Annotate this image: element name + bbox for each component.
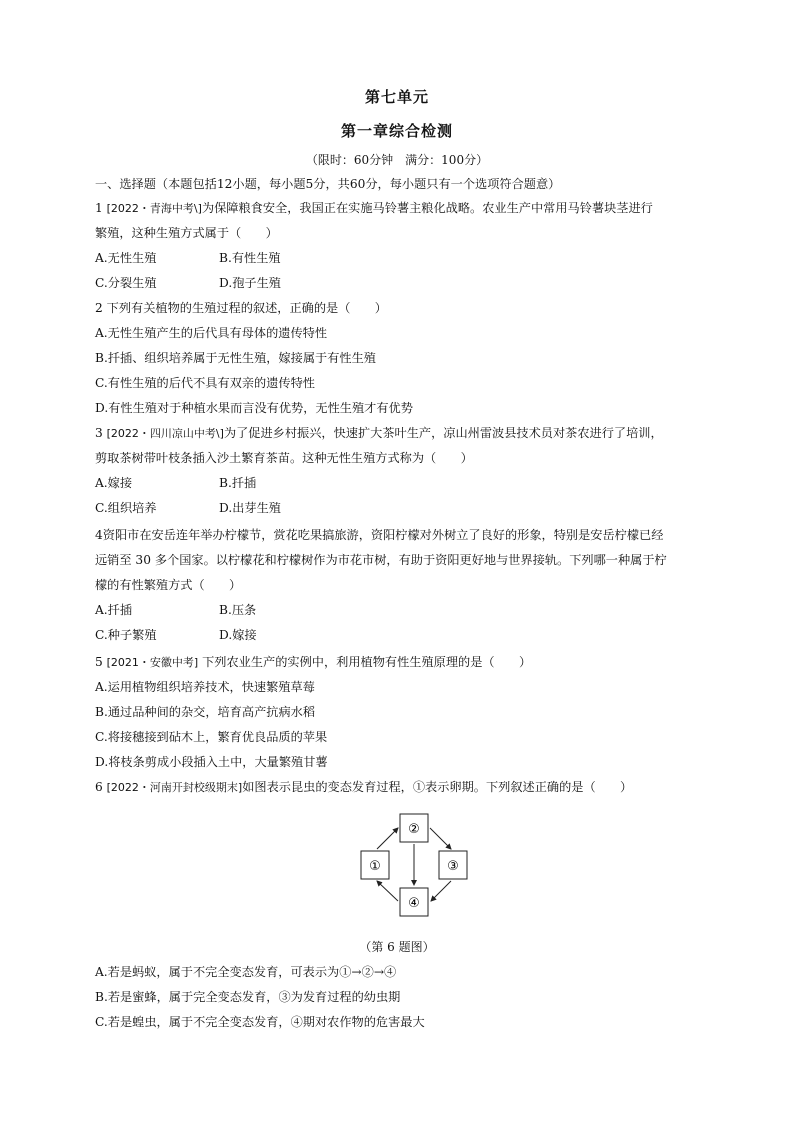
question-text-line: 为了促进乡村振兴，快速扩大茶叶生产，凉山州雷波县技术员对茶农进行了培训， [223,426,663,440]
option-b: B.扦插 [219,476,257,490]
unit-title: 第七单元 [364,88,429,106]
question-6-options [95,960,705,1035]
question-text-line: 下列农业生产的实例中，利用植物有性生殖原理的是（ ） [202,655,532,669]
option-a: A.运用植物组织培养技术，快速繁殖草莓 [95,680,315,694]
option-a: A.嫁接 [95,476,133,490]
stage-label-3: ③ [447,859,459,874]
exam-meta: （限时：60分钟 满分：100分） [305,153,489,167]
option-a: A.无性生殖产生的后代具有母体的遗传特性 [95,326,328,340]
question-1 [95,196,705,296]
chapter-title: 第一章综合检测 [340,122,453,140]
arrow-2-to-3 [430,828,451,849]
option-d: D.将枝条剪成小段插入土中，大量繁殖甘薯 [95,755,328,769]
option-b: B.扦插、组织培养属于无性生殖，嫁接属于有性生殖 [95,351,376,365]
section-heading: 一、选择题（本题包括12小题，每小题5分，共60分，每小题只有一个选项符合题意） [95,177,561,191]
question-text-line: 下列有关植物的生殖过程的叙述，正确的是（ ） [106,301,387,315]
question-number: 5 [95,655,103,669]
figure-caption: （第 6 题图） [359,940,435,954]
option-d: D.嫁接 [219,628,257,642]
option-c: C.若是蝗虫，属于不完全变态发育，④期对农作物的危害最大 [95,1015,425,1029]
question-text-line: 如图表示昆虫的变态发育过程，①表示卵期。下列叙述正确的是（ ） [242,780,633,794]
question-source: [2022・四川凉山中考\] [106,427,224,440]
question-text-line: 繁殖，这种生殖方式属于（ ） [95,226,278,240]
option-a: A.扦插 [95,603,133,617]
question-4 [95,523,705,648]
question-text-line: 檬的有性繁殖方式（ ） [95,578,242,592]
question-3 [95,421,705,521]
option-b: B.若是蜜蜂，属于完全变态发育，③为发育过程的幼虫期 [95,990,401,1004]
option-c: C.将接穗接到砧木上，繁育优良品质的苹果 [95,730,328,744]
question-6 [95,775,705,800]
option-d: D.有性生殖对于种植水果而言没有优势，无性生殖才有优势 [95,401,413,415]
question-number: 1 [95,201,103,215]
option-d: D.孢子生殖 [219,276,281,290]
question-source: [2022・河南开封校级期末] [106,781,243,794]
arrow-4-to-1 [377,881,398,901]
question-number: 2 [95,301,103,315]
option-c: C.分裂生殖 [95,276,157,290]
question-text-line: 远销至 30 多个国家。以柠檬花和柠檬树作为市花市树，有助于资阳更好地与世界接轨。下列哪一种属于柠 [95,553,667,567]
arrow-1-to-2 [377,828,398,849]
question-5 [95,650,705,775]
question-source: [2022・青海中考\] [106,202,202,215]
question-text-line: 剪取茶树带叶枝条插入沙土繁育茶苗。这种无性生殖方式称为（ ） [95,451,473,465]
life-cycle-diagram [355,810,473,920]
stage-label-1: ① [369,859,381,874]
option-c: C.组织培养 [95,501,157,515]
question-text-line: 为保障粮食安全，我国正在实施马铃薯主粮化战略。农业生产中常用马铃薯块茎进行 [201,201,653,215]
option-a: A.无性生殖 [95,251,157,265]
option-c: C.种子繁殖 [95,628,157,642]
stage-label-4: ④ [408,896,420,911]
option-c: C.有性生殖的后代不具有双亲的遗传特性 [95,376,315,390]
question-text-line: 资阳市在安岳连年举办柠檬节，赏花吃果搞旅游，资阳柠檬对外树立了良好的形象，特别是安岳柠檬已经 [102,528,664,542]
option-a: A.若是蚂蚁，属于不完全变态发育，可表示为①→②→④ [95,965,397,979]
question-2 [95,296,705,421]
option-b: B.压条 [219,603,257,617]
question-number: 3 [95,426,103,440]
option-b: B.有性生殖 [219,251,281,265]
stage-label-2: ② [408,822,420,837]
question-source: [2021・安徽中考] [106,656,199,669]
question-number: 4 [95,528,103,542]
option-b: B.通过品种间的杂交，培育高产抗病水稻 [95,705,316,719]
arrow-3-to-4 [431,881,451,901]
question-number: 6 [95,780,103,794]
option-d: D.出芽生殖 [219,501,281,515]
